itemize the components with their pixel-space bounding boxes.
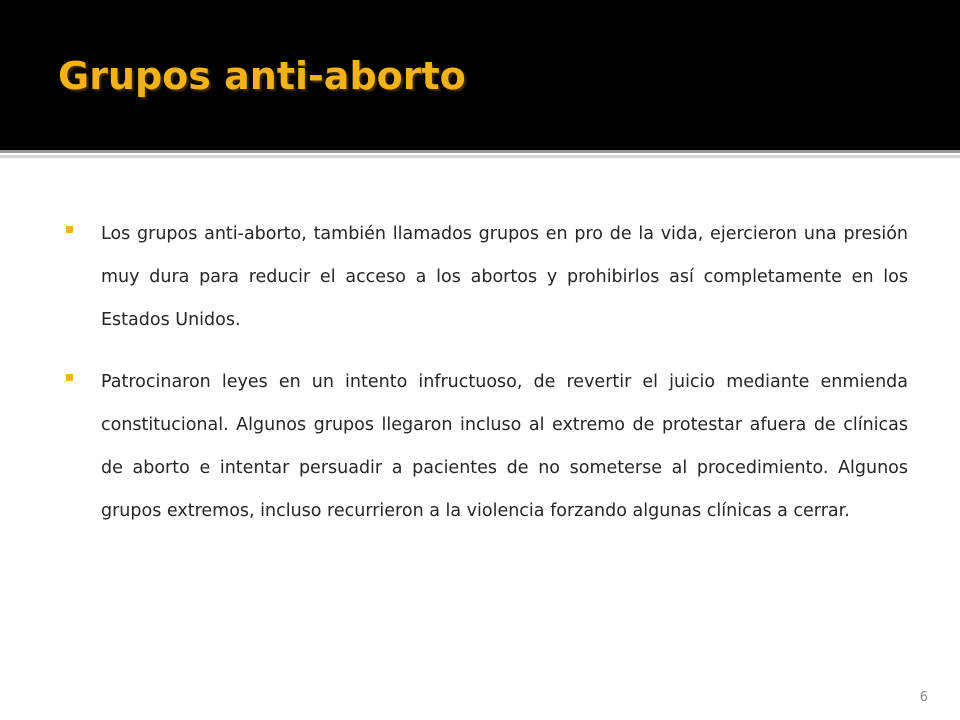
square-bullet-icon: [66, 374, 73, 381]
bullet-text: Los grupos anti-aborto, también llamados grupos en pro de la vida, ejercieron una presión muy dura para reducir el acceso a los abortos y prohibirlos así completamente en los Estados Unidos.: [101, 224, 908, 330]
square-bullet-icon: [66, 226, 73, 233]
bullet-list: [66, 213, 908, 552]
bullet-item: [66, 361, 908, 533]
title-divider-light: [0, 155, 960, 158]
slide-title: Grupos anti-aborto: [58, 54, 466, 98]
bullet-item: [66, 213, 908, 342]
title-divider-dark: [0, 150, 960, 153]
page-number: 6: [919, 690, 928, 705]
title-bar: [0, 0, 960, 150]
bullet-text: Patrocinaron leyes en un intento infructuoso, de revertir el juicio mediante enmienda constitucional. Algunos grupos llegaron incluso al extremo de protestar afuera de clínicas de aborto e intentar persuadir a pacientes de no someterse al procedimiento. Algunos grupos extremos, incluso recurrieron a la violencia forzando algunas clínicas a cerrar.: [101, 372, 908, 521]
